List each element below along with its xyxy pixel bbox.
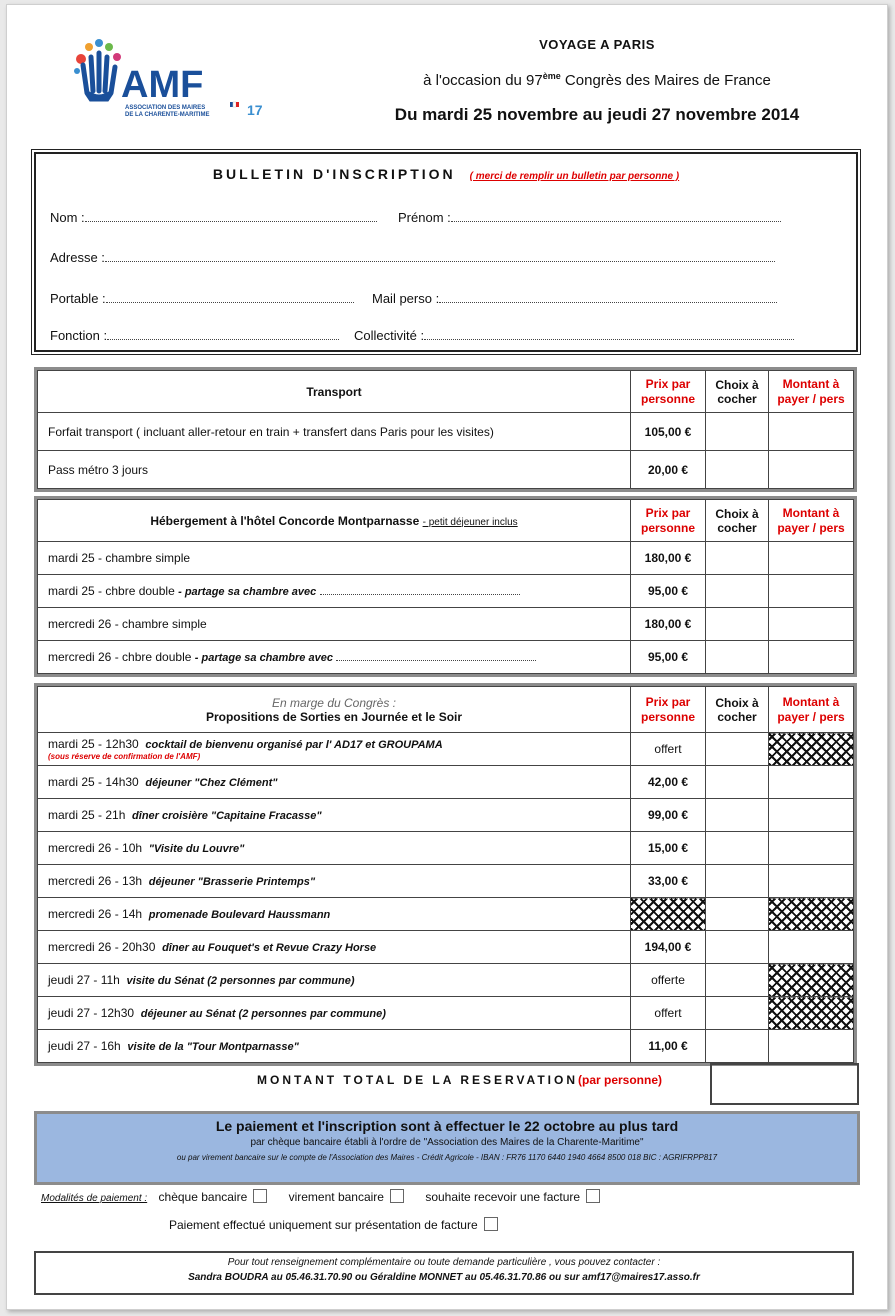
amount-cell-disabled — [769, 997, 854, 1030]
hebergement-table — [34, 496, 857, 677]
transport-title: Transport — [38, 371, 631, 413]
choice-cell[interactable] — [706, 451, 769, 489]
payment-methods-label: Modalités de paiement : — [41, 1193, 148, 1204]
hebergement-row-price: 180,00 € — [631, 608, 706, 641]
sortie-row-price: offert — [631, 997, 706, 1030]
registration-section — [34, 152, 858, 352]
sorties-title: En marge du Congrès : Propositions de Sorties en Journée et le Soir — [38, 687, 631, 733]
amount-cell[interactable] — [769, 575, 854, 608]
amount-cell[interactable] — [769, 413, 854, 451]
contact-box — [34, 1251, 854, 1295]
payment-transfer-info: ou par virement bancaire sur le compte de l'Association des Maires - Crédit Agricole - IBAN : FR76 1170 6440 1940 4664 8500 018 BIC : AGRIFRPP817 — [176, 1153, 718, 1162]
sortie-row-label: mercredi 26 - 20h30 dîner au Fouquet's et Revue Crazy Horse — [38, 931, 631, 964]
choice-cell[interactable] — [706, 964, 769, 997]
sortie-row-price: 42,00 € — [631, 766, 706, 799]
svg-text:17: 17 — [247, 102, 263, 118]
payment-deadline: Le paiement et l'inscription sont à effectuer le 22 octobre au plus tard — [215, 1118, 679, 1134]
hebergement-row-label: mercredi 26 - chbre double - partage sa chambre avec — [38, 641, 631, 674]
sortie-row-label: jeudi 27 - 16h visite de la "Tour Montparnasse" — [38, 1030, 631, 1063]
sorties-table — [34, 683, 857, 1066]
hebergement-row-price: 95,00 € — [631, 575, 706, 608]
choice-cell[interactable] — [706, 413, 769, 451]
option-facture-label: souhaite recevoir une facture — [425, 1190, 581, 1204]
option-cheque-label: chèque bancaire — [158, 1190, 248, 1204]
amount-cell[interactable] — [769, 608, 854, 641]
hand-tree-icon — [74, 39, 121, 99]
total-amount-field[interactable] — [710, 1063, 859, 1105]
sortie-row-label: jeudi 27 - 11h visite du Sénat (2 personnes par commune) — [38, 964, 631, 997]
amf-logo-graphic — [67, 35, 277, 125]
amount-cell-disabled — [769, 964, 854, 997]
option-invoice-payment-label: Paiement effectué uniquement sur présentation de facture — [169, 1218, 478, 1232]
adresse-field[interactable]: Adresse : — [50, 250, 775, 265]
col-montant: Montant à payer / pers — [769, 500, 854, 542]
col-choix: Choix à cocher — [706, 687, 769, 733]
svg-text:AMF: AMF — [121, 64, 204, 106]
virement-checkbox[interactable] — [390, 1189, 404, 1203]
svg-text:ASSOCIATION DES MAIRES: ASSOCIATION DES MAIRES — [125, 105, 206, 111]
choice-cell[interactable] — [706, 542, 769, 575]
facture-checkbox[interactable] — [586, 1189, 600, 1203]
portable-field[interactable]: Portable : — [50, 291, 354, 306]
amount-cell[interactable] — [769, 542, 854, 575]
choice-cell[interactable] — [706, 997, 769, 1030]
contact-details: Sandra BOUDRA au 05.46.31.70.90 ou Géraldine MONNET au 05.46.31.70.86 ou sur amf17@maires17.asso.fr — [188, 1272, 700, 1283]
sortie-row-label: mardi 25 - 21h dîner croisière "Capitaine Fracasse" — [38, 799, 631, 832]
hebergement-row-label: mercredi 26 - chambre simple — [38, 608, 631, 641]
trip-dates: Du mardi 25 novembre au jeudi 27 novembre 2014 — [394, 105, 800, 124]
amount-cell[interactable] — [769, 1030, 854, 1063]
col-montant: Montant à payer / pers — [769, 687, 854, 733]
hebergement-row-price: 95,00 € — [631, 641, 706, 674]
amount-cell[interactable] — [769, 766, 854, 799]
sortie-row-label: jeudi 27 - 12h30 déjeuner au Sénat (2 personnes par commune) — [38, 997, 631, 1030]
sortie-row-label: mercredi 26 - 14h promenade Boulevard Haussmann — [38, 898, 631, 931]
nom-field[interactable]: Nom : — [50, 210, 377, 225]
amount-cell-disabled — [769, 898, 854, 931]
col-prix: Prix par personne — [631, 371, 706, 413]
mail-field[interactable]: Mail perso : — [372, 291, 777, 306]
contact-intro: Pour tout renseignement complémentaire ou toute demande particulière , vous pouvez contacter : — [227, 1257, 661, 1268]
sortie-row-label: mardi 25 - 12h30 cocktail de bienvenu organisé par l' AD17 et GROUPAMA (sous réserve de confirmation de l'AMF) — [38, 733, 631, 766]
bulletin-note: ( merci de remplir un bulletin par personne ) — [469, 171, 680, 182]
col-choix: Choix à cocher — [706, 371, 769, 413]
amount-cell-disabled — [769, 733, 854, 766]
transport-row-price: 20,00 € — [631, 451, 706, 489]
choice-cell[interactable] — [706, 733, 769, 766]
congress-occasion: à l'occasion du 97ème Congrès des Maires de France — [423, 71, 771, 89]
choice-cell[interactable] — [706, 898, 769, 931]
choice-cell[interactable] — [706, 931, 769, 964]
sortie-row-price: 15,00 € — [631, 832, 706, 865]
choice-cell[interactable] — [706, 799, 769, 832]
hebergement-row-price: 180,00 € — [631, 542, 706, 575]
choice-cell[interactable] — [706, 1030, 769, 1063]
transport-row-label: Forfait transport ( incluant aller-retour en train + transfert dans Paris pour les visites) — [38, 413, 631, 451]
hebergement-row-label: mardi 25 - chambre simple — [38, 542, 631, 575]
invoice-payment-checkbox[interactable] — [484, 1217, 498, 1231]
amount-cell[interactable] — [769, 931, 854, 964]
col-choix: Choix à cocher — [706, 500, 769, 542]
sortie-row-price: 99,00 € — [631, 799, 706, 832]
sortie-row-price: 33,00 € — [631, 865, 706, 898]
option-virement-label: virement bancaire — [288, 1190, 384, 1204]
trip-title: VOYAGE A PARIS — [539, 37, 655, 52]
sortie-row-label: mardi 25 - 14h30 déjeuner "Chez Clément" — [38, 766, 631, 799]
amount-cell[interactable] — [769, 641, 854, 674]
choice-cell[interactable] — [706, 865, 769, 898]
amount-cell[interactable] — [769, 799, 854, 832]
bulletin-title: BULLETIN D'INSCRIPTION ( merci de remplir un bulletin par personne ) — [212, 166, 680, 182]
col-prix: Prix par personne — [631, 687, 706, 733]
col-montant: Montant à payer / pers — [769, 371, 854, 413]
choice-cell[interactable] — [706, 575, 769, 608]
sortie-row-price: offert — [631, 733, 706, 766]
col-prix: Prix par personne — [631, 500, 706, 542]
sortie-row-label: mercredi 26 - 10h "Visite du Louvre" — [38, 832, 631, 865]
amf-logo — [67, 35, 277, 125]
transport-row-label: Pass métro 3 jours — [38, 451, 631, 489]
cheque-checkbox[interactable] — [253, 1189, 267, 1203]
transport-table — [34, 367, 857, 492]
form-page — [6, 4, 888, 1310]
sortie-row-price: offerte — [631, 964, 706, 997]
collectivite-field[interactable]: Collectivité : — [354, 328, 794, 343]
choice-cell[interactable] — [706, 832, 769, 865]
amount-cell[interactable] — [769, 451, 854, 489]
sortie-row-price: 194,00 € — [631, 931, 706, 964]
fonction-field[interactable]: Fonction : — [50, 328, 339, 343]
payment-banner — [34, 1111, 860, 1185]
choice-cell[interactable] — [706, 608, 769, 641]
prenom-field[interactable]: Prénom : — [398, 210, 781, 225]
choice-cell[interactable] — [706, 641, 769, 674]
sortie-row-price: 11,00 € — [631, 1030, 706, 1063]
sortie-row-label: mercredi 26 - 13h déjeuner "Brasserie Printemps" — [38, 865, 631, 898]
payment-cheque-info: par chèque bancaire établi à l'ordre de "Association des Maires de la Charente-Maritime" — [250, 1137, 644, 1148]
payment-on-invoice — [169, 1217, 516, 1232]
payment-methods — [41, 1189, 618, 1204]
hebergement-title: Hébergement à l'hôtel Concorde Montparnasse - petit déjeuner inclus — [38, 500, 631, 542]
amount-cell[interactable] — [769, 832, 854, 865]
svg-text:DE LA CHARENTE-MARITIME: DE LA CHARENTE-MARITIME — [125, 112, 210, 118]
total-label: MONTANT TOTAL DE LA RESERVATION(par personne) — [257, 1073, 663, 1087]
hebergement-row-label: mardi 25 - chbre double - partage sa chambre avec — [38, 575, 631, 608]
amount-cell[interactable] — [769, 865, 854, 898]
transport-row-price: 105,00 € — [631, 413, 706, 451]
choice-cell[interactable] — [706, 766, 769, 799]
price-cell-disabled — [631, 898, 706, 931]
